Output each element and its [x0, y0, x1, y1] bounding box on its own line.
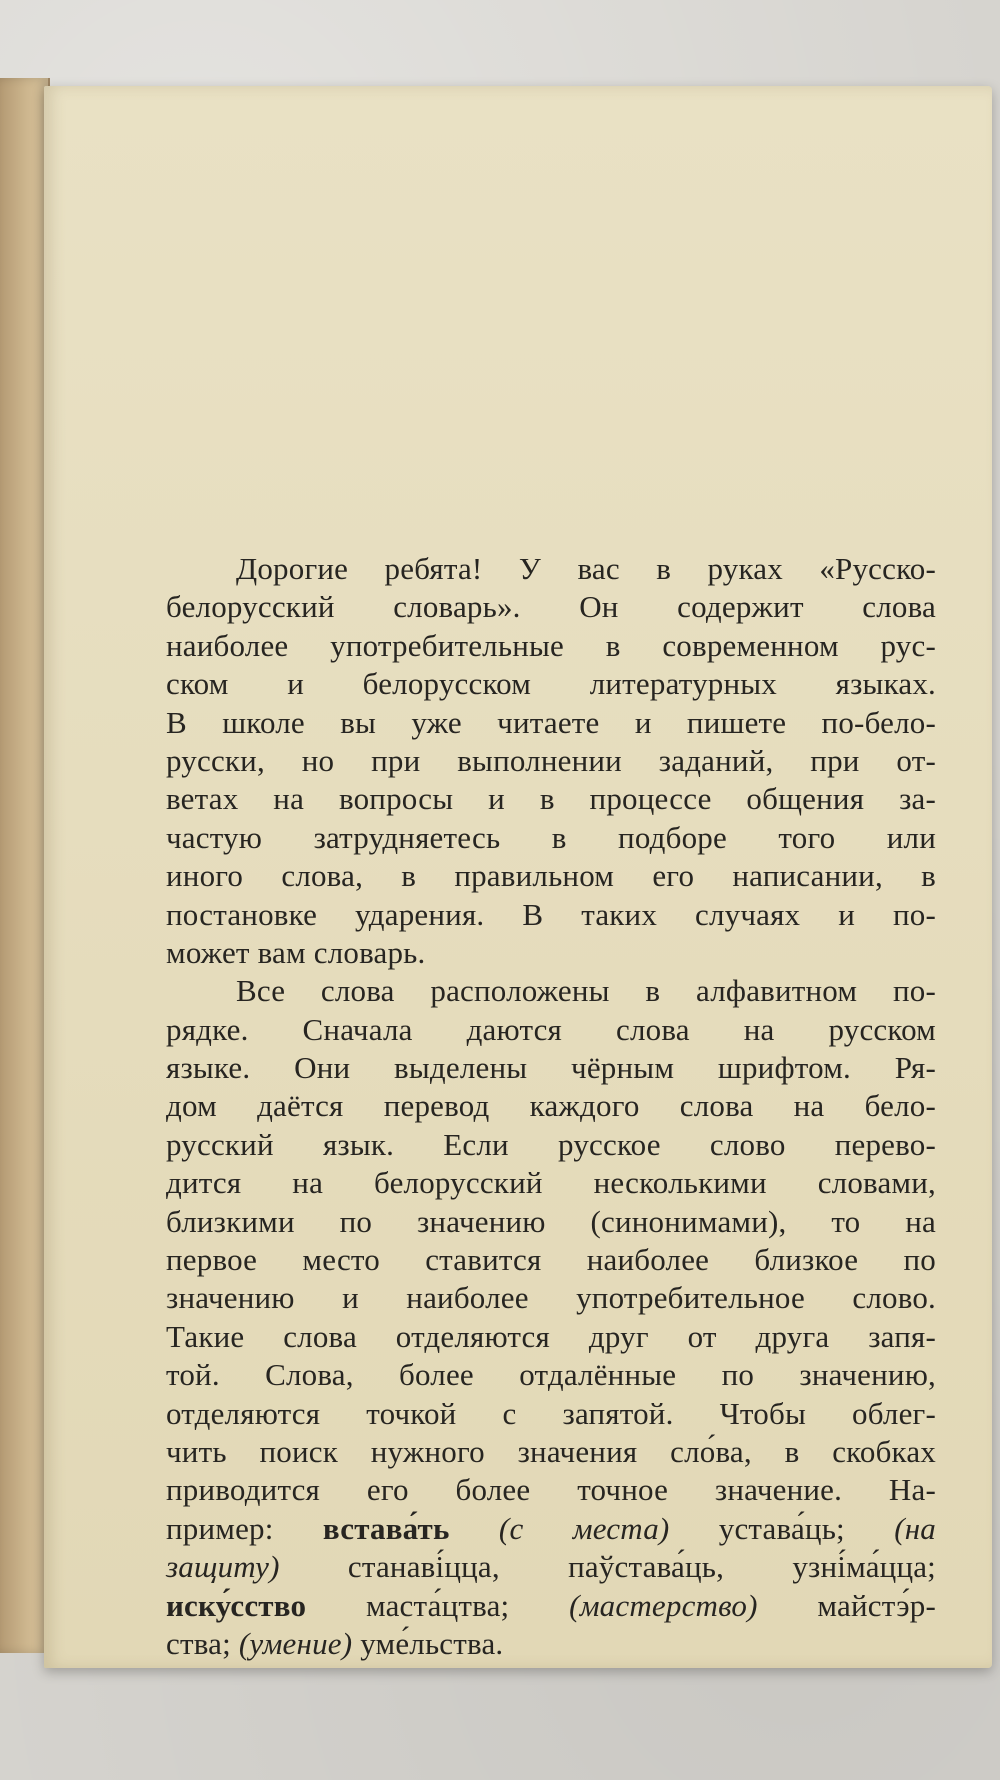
text-run: русски, но при выполнении заданий, при от- — [166, 742, 936, 778]
text-line — [166, 1279, 936, 1317]
text-line — [166, 896, 936, 934]
text-line — [166, 665, 936, 703]
preface-text — [166, 550, 936, 1663]
text-run: частую затрудняетесь в подборе того или — [166, 819, 936, 855]
text-line — [166, 857, 936, 895]
text-run: Дорогие ребята! У вас в руках «Русско- — [236, 551, 936, 586]
text-line — [166, 819, 936, 857]
text-line — [166, 1356, 936, 1394]
text-run: может вам словарь. — [166, 934, 426, 970]
text-line — [166, 1164, 936, 1202]
text-line — [166, 1318, 936, 1356]
book-page — [44, 86, 992, 1668]
text-run: ства; — [166, 1625, 239, 1661]
text-line — [166, 1087, 936, 1125]
text-line — [166, 588, 936, 626]
text-run: ском и белорусском литературных языках. — [166, 666, 936, 702]
text-run: Все слова расположены в алфавитном по- — [236, 973, 936, 1009]
text-line — [166, 1548, 936, 1586]
headword: иску́сство — [166, 1587, 307, 1623]
text-run: дится на белорусский несколькими словами, — [166, 1165, 936, 1201]
text-run: иного слова, в правильном его написании, в — [166, 858, 936, 894]
text-run: майстэ́р- — [757, 1587, 936, 1623]
text-line — [166, 934, 936, 972]
text-line — [166, 1011, 936, 1049]
headword: встава́ть — [322, 1510, 450, 1546]
gloss: (на — [894, 1510, 936, 1546]
text-line — [166, 1433, 936, 1471]
text-run: отделяются точкой с запятой. Чтобы облег- — [166, 1395, 936, 1431]
text-run: станаві́цца, паўстава́ць, узні́ма́цца; — [279, 1549, 936, 1585]
left-page-edge — [0, 78, 50, 1653]
gloss: (мастерство) — [569, 1587, 758, 1623]
text-run: чить поиск нужного значения сло́ва, в скобках — [166, 1433, 936, 1469]
paragraph — [166, 550, 936, 972]
text-line — [166, 1587, 936, 1625]
text-line — [166, 1471, 936, 1509]
text-run: близкими по значению (синонимами), то на — [166, 1203, 936, 1239]
text-line — [166, 1241, 936, 1279]
gloss: (умение) — [238, 1625, 353, 1661]
text-run: ветах на вопросы и в процессе общения за- — [166, 781, 936, 817]
paragraph — [166, 972, 936, 1663]
text-run: Такие слова отделяются друг от друга запя- — [166, 1318, 936, 1354]
text-run — [450, 1511, 499, 1546]
text-run: устава́ць; — [669, 1510, 895, 1546]
gloss: (с места) — [498, 1510, 670, 1546]
text-run: той. Слова, более отдалённые по значению, — [166, 1357, 936, 1393]
text-line — [166, 704, 936, 742]
text-run: маста́цтва; — [306, 1587, 570, 1623]
text-line — [166, 1203, 936, 1241]
text-line — [166, 1049, 936, 1087]
text-run: В школе вы уже читаете и пишете по-бело- — [166, 704, 936, 740]
text-run: белорусский словарь». Он содержит слова — [166, 589, 936, 625]
text-run: рядке. Сначала даются слова на русском — [166, 1011, 936, 1047]
gloss: защиту) — [166, 1549, 280, 1585]
text-line — [166, 1126, 936, 1164]
text-line — [166, 972, 936, 1010]
text-line — [166, 550, 936, 588]
text-line — [166, 780, 936, 818]
text-run: русский язык. Если русское слово перево- — [166, 1126, 936, 1162]
text-run: дом даётся перевод каждого слова на бело- — [166, 1088, 936, 1124]
text-run: первое место ставится наиболее близкое по — [166, 1242, 936, 1278]
text-run: постановке ударения. В таких случаях и по- — [166, 896, 936, 932]
text-run: наиболее употребительные в современном рус- — [166, 627, 936, 663]
text-run: пример: — [166, 1510, 323, 1546]
text-run: приводится его более точное значение. На- — [166, 1472, 936, 1508]
text-line — [166, 1510, 936, 1548]
text-line — [166, 1625, 936, 1663]
text-run: значению и наиболее употребительное слово. — [166, 1280, 936, 1316]
text-line — [166, 742, 936, 780]
text-run: уме́льства. — [352, 1625, 504, 1661]
text-line — [166, 1395, 936, 1433]
text-run: языке. Они выделены чёрным шрифтом. Ря- — [166, 1050, 936, 1086]
text-line — [166, 627, 936, 665]
